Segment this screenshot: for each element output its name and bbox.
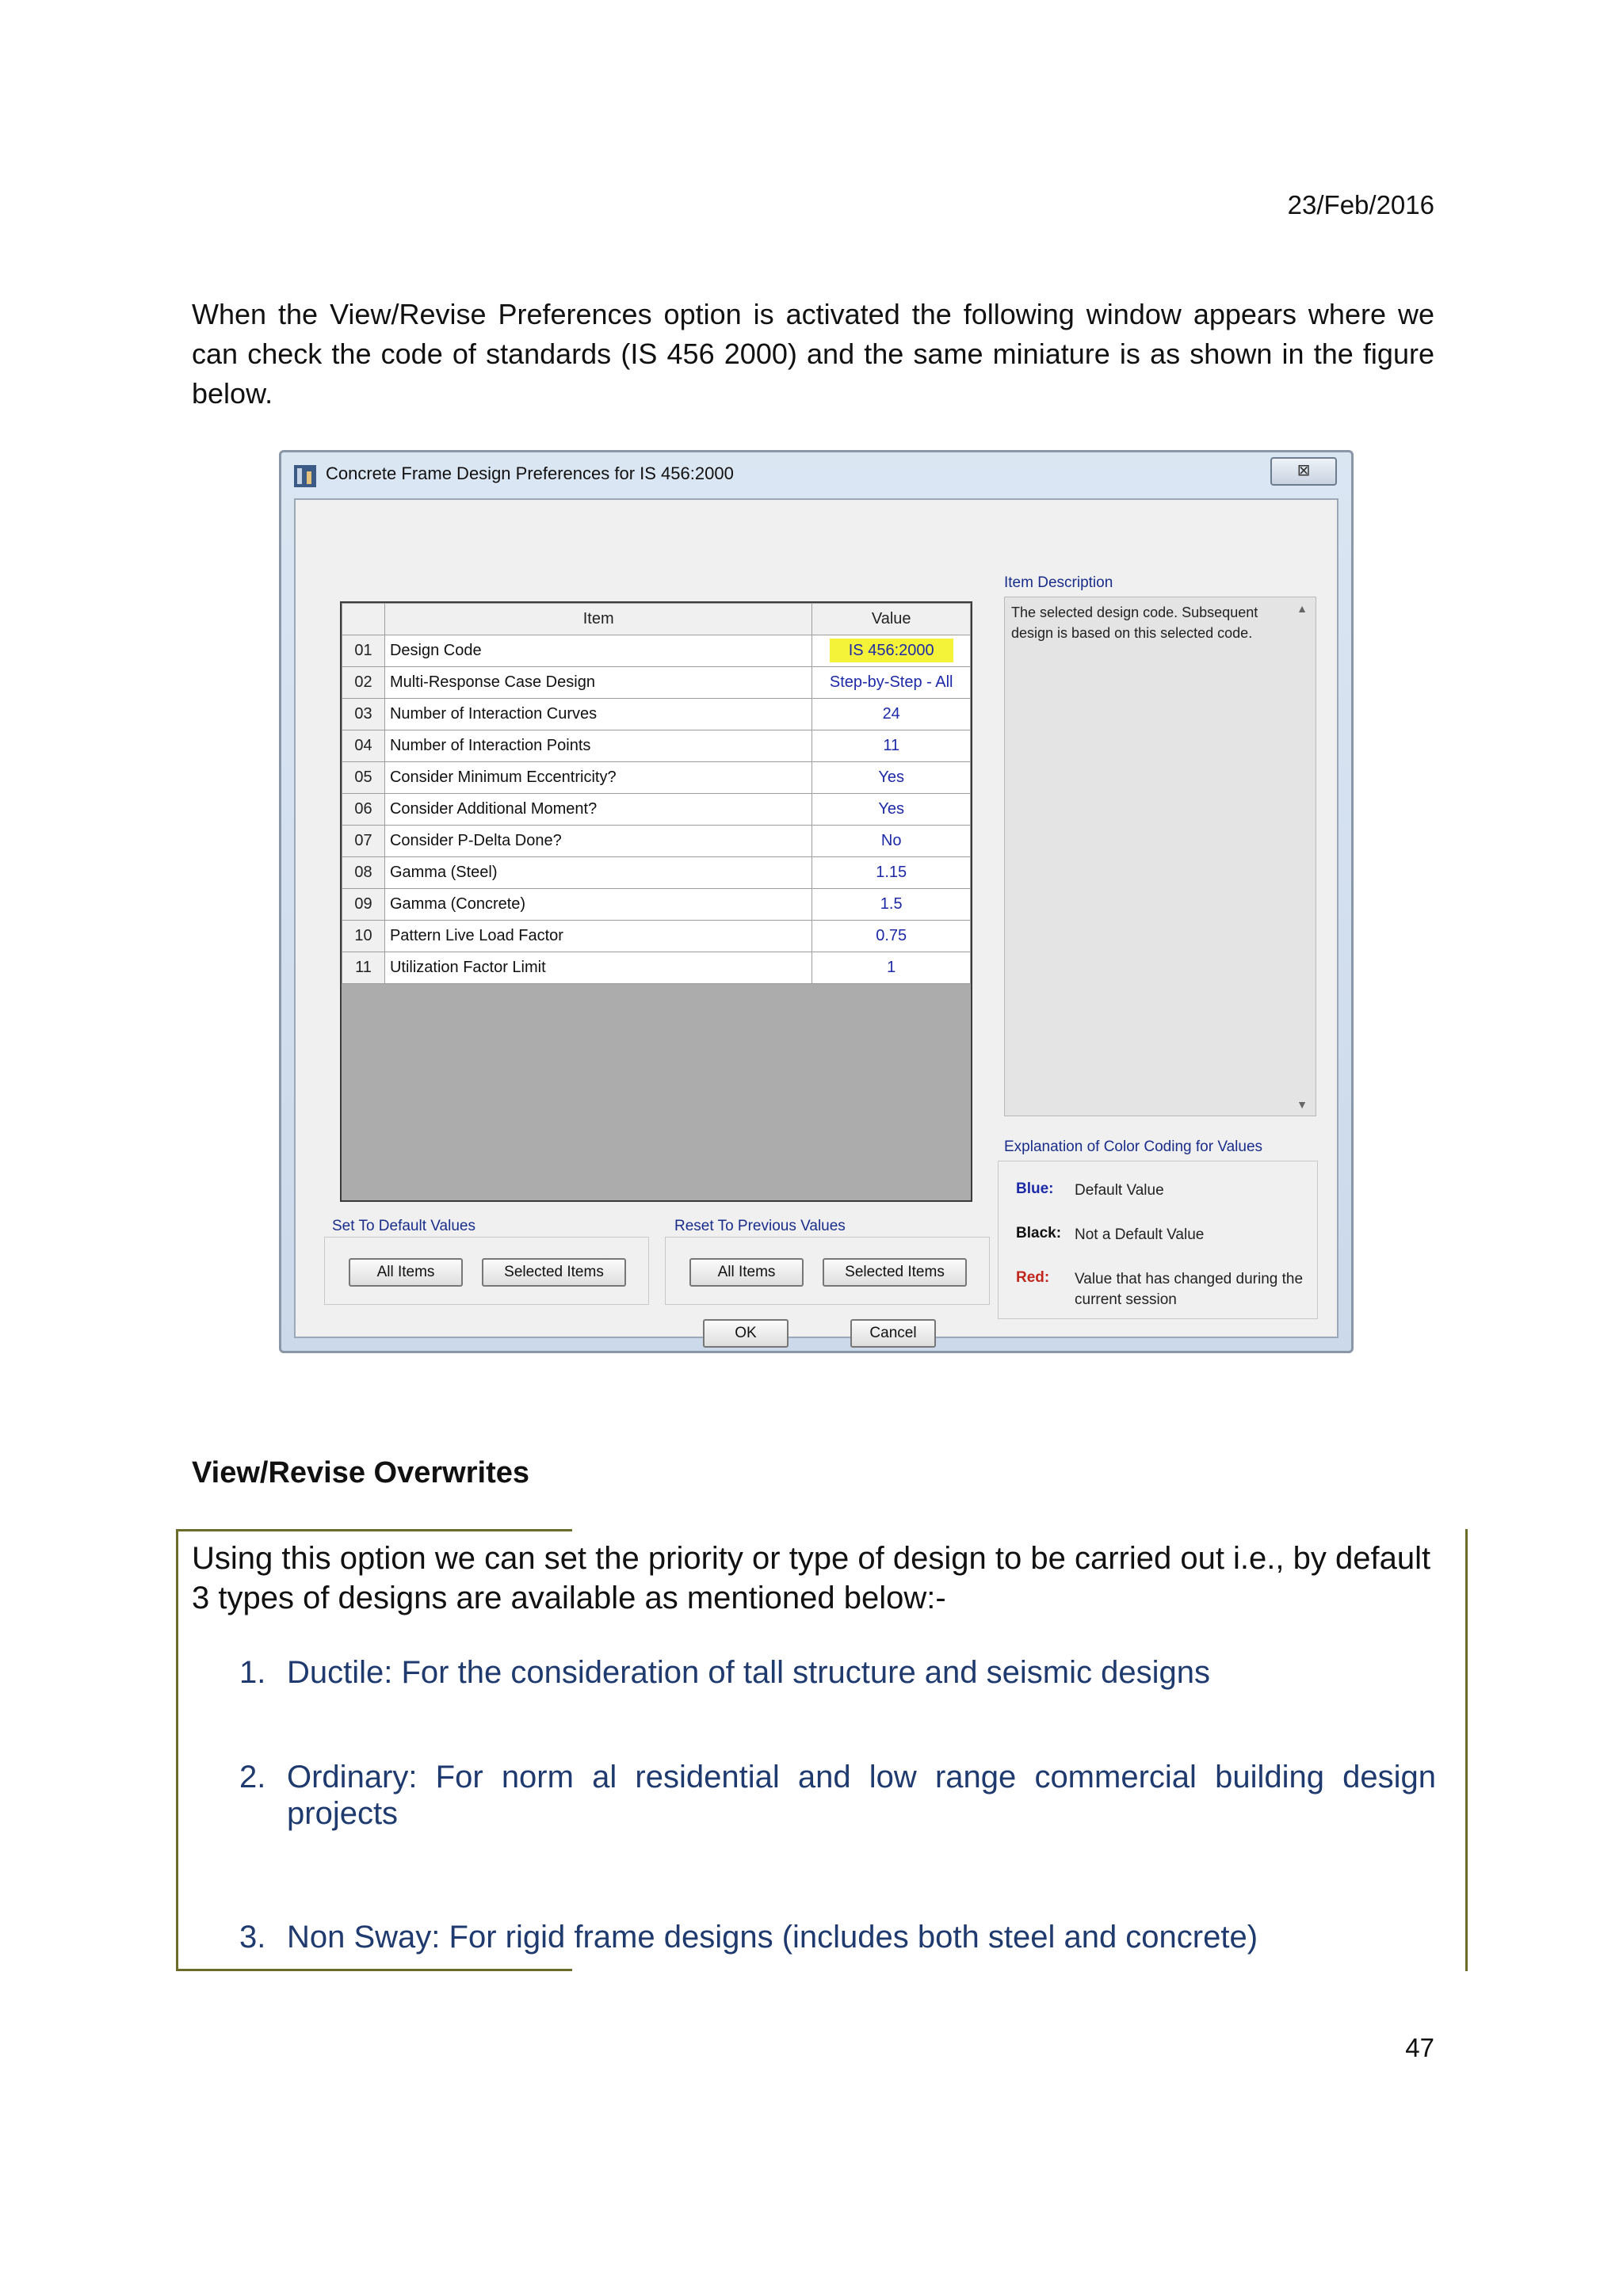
row-item: Number of Interaction Points [384, 730, 812, 762]
row-item: Number of Interaction Curves [384, 699, 812, 730]
table-row[interactable] [342, 921, 971, 952]
row-value[interactable]: 24 [812, 699, 971, 730]
row-item: Multi-Response Case Design [384, 667, 812, 699]
set-default-label: Set To Default Values [332, 1218, 475, 1234]
table-row[interactable] [342, 730, 971, 762]
row-number: 10 [342, 921, 385, 952]
table-row[interactable] [342, 857, 971, 889]
note-border-bottom [176, 1969, 572, 1971]
dialog-title: Concrete Frame Design Preferences for IS 456:2000 [326, 463, 734, 483]
row-value[interactable]: 11 [812, 730, 971, 762]
row-number: 06 [342, 794, 385, 826]
row-value[interactable]: 0.75 [812, 921, 971, 952]
row-value[interactable]: Step-by-Step - All [812, 667, 971, 699]
dialog-client-area [294, 498, 1338, 1341]
scroll-down-arrow-icon[interactable]: ▼ [1296, 1098, 1308, 1111]
list-item-number: 3. [239, 1920, 266, 1955]
preferences-dialog [279, 450, 1354, 1353]
table-row[interactable] [342, 762, 971, 794]
row-item: Consider Minimum Eccentricity? [384, 762, 812, 794]
app-icon [294, 465, 316, 487]
section-heading: View/Revise Overwrites [192, 1456, 529, 1489]
close-button[interactable] [1270, 457, 1337, 486]
cancel-button[interactable]: Cancel [850, 1319, 936, 1348]
row-item: Design Code [384, 635, 812, 667]
table-row[interactable] [342, 952, 971, 984]
color-key-red: Red: [1016, 1269, 1050, 1286]
ok-button[interactable]: OK [703, 1319, 789, 1348]
set-default-all-items-button[interactable]: All Items [349, 1258, 463, 1287]
document-date: 23/Feb/2016 [1287, 190, 1434, 219]
reset-previous-label: Reset To Previous Values [674, 1218, 846, 1234]
list-item-text: Non Sway: For rigid frame designs (includes both steel and concrete) [287, 1920, 1258, 1955]
row-number: 05 [342, 762, 385, 794]
color-desc-blue: Default Value [1075, 1182, 1164, 1199]
row-item: Consider Additional Moment? [384, 794, 812, 826]
row-item: Consider P-Delta Done? [384, 826, 812, 857]
color-key-black: Black: [1016, 1225, 1062, 1241]
row-item: Pattern Live Load Factor [384, 921, 812, 952]
set-default-selected-items-button[interactable]: Selected Items [482, 1258, 626, 1287]
row-value[interactable]: 1.5 [812, 889, 971, 921]
color-key-blue: Blue: [1016, 1180, 1054, 1197]
scroll-up-arrow-icon[interactable]: ▲ [1296, 602, 1308, 615]
row-value[interactable]: Yes [812, 794, 971, 826]
table-row[interactable] [342, 794, 971, 826]
color-coding-label: Explanation of Color Coding for Values [1004, 1138, 1263, 1155]
row-number: 08 [342, 857, 385, 889]
table-row[interactable] [342, 667, 971, 699]
color-coding-box [998, 1161, 1318, 1319]
reset-previous-all-items-button[interactable]: All Items [689, 1258, 804, 1287]
table-row[interactable] [342, 699, 971, 730]
grid-header-num [342, 604, 385, 635]
list-item-number: 2. [239, 1760, 266, 1794]
row-value[interactable]: 1.15 [812, 857, 971, 889]
dialog-titlebar [281, 452, 1351, 497]
row-value-cell[interactable] [812, 635, 971, 667]
note-border-right [1465, 1529, 1468, 1971]
row-value[interactable]: 1 [812, 952, 971, 984]
reset-previous-group [665, 1237, 990, 1305]
row-value: IS 456:2000 [830, 639, 953, 662]
grid-header-row [342, 604, 971, 635]
list-item-number: 1. [239, 1655, 266, 1690]
item-description-label: Item Description [1004, 574, 1113, 591]
row-number: 11 [342, 952, 385, 984]
row-number: 02 [342, 667, 385, 699]
overwrites-note-box [176, 1529, 1468, 1971]
item-description-box [1004, 597, 1316, 1116]
reset-previous-selected-items-button[interactable]: Selected Items [823, 1258, 967, 1287]
color-desc-black: Not a Default Value [1075, 1226, 1205, 1243]
grid-header-value: Value [812, 604, 971, 635]
table-row[interactable] [342, 826, 971, 857]
table-row[interactable] [342, 889, 971, 921]
grid-header-item: Item [384, 604, 812, 635]
row-item: Gamma (Steel) [384, 857, 812, 889]
note-border-left [176, 1529, 178, 1971]
row-value[interactable]: No [812, 826, 971, 857]
row-number: 09 [342, 889, 385, 921]
row-number: 01 [342, 635, 385, 667]
preferences-grid [340, 601, 972, 1202]
close-icon: ⊠ [1296, 462, 1311, 479]
intro-paragraph: When the View/Revise Preferences option is activated the following window appears where we can check the code of standards (IS 456 2000) and the same miniature is as shown in the figure below. [192, 298, 1434, 410]
row-number: 04 [342, 730, 385, 762]
row-item: Utilization Factor Limit [384, 952, 812, 984]
item-description-text: The selected design code. Subsequent design is based on this selected code. [1011, 605, 1258, 641]
row-number: 03 [342, 699, 385, 730]
set-default-group [324, 1237, 649, 1305]
list-item-text: Ductile: For the consideration of tall structure and seismic designs [287, 1655, 1210, 1690]
row-number: 07 [342, 826, 385, 857]
row-value[interactable]: Yes [812, 762, 971, 794]
note-lead-text: Using this option we can set the priority or type of design to be carried out i.e., by default 3 types of designs are available as mentioned below:- [192, 1541, 1431, 1615]
list-item-text: Ordinary: For norm al residential and low range commercial building design projects [287, 1760, 1436, 1831]
table-row[interactable] [342, 635, 971, 667]
note-border-top [176, 1529, 572, 1531]
color-desc-red: Value that has changed during the current session [1075, 1271, 1304, 1308]
row-item: Gamma (Concrete) [384, 889, 812, 921]
page-number: 47 [1405, 2033, 1434, 2062]
